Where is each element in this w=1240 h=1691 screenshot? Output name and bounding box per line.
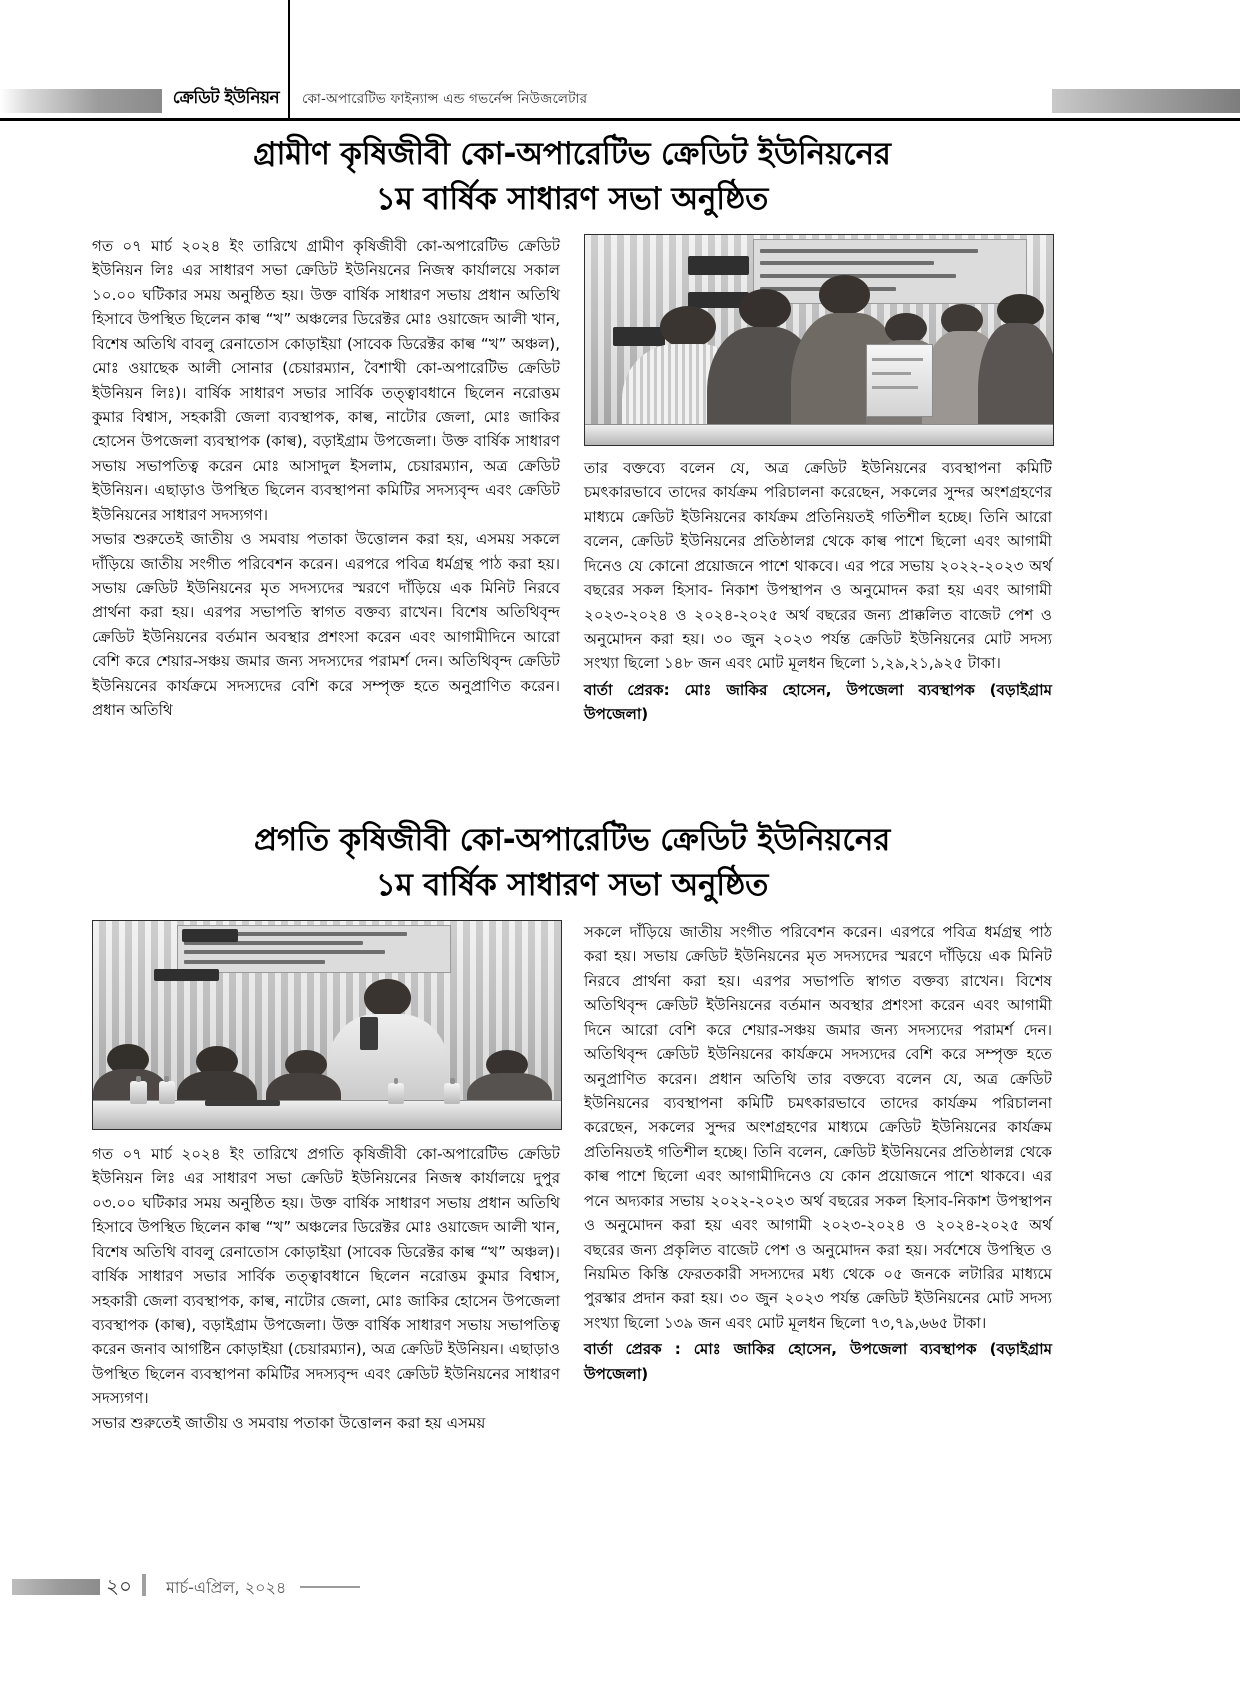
photo-bottle-2 bbox=[159, 1081, 175, 1104]
photo-certificate bbox=[866, 344, 934, 417]
photo-name-plate-2 bbox=[154, 969, 220, 981]
photo-person-head-1 bbox=[660, 306, 716, 348]
article-2-left-column bbox=[92, 920, 560, 1435]
photo-microphone bbox=[360, 1017, 379, 1050]
publication-logo: ক্রেডিট ইউনিয়ন bbox=[172, 88, 280, 108]
page-number: ২০ bbox=[106, 1574, 133, 1598]
article-1-para-2: সভার শুরুতেই জাতীয় ও সমবায় পতাকা উত্তোলন করা হয়, এসময় সকলে দাঁড়িয়ে জাতীয় সংগীত পরিবেশন করেন। এরপরে পবিত্র ধর্মগ্রন্থ পাঠ করা হয়। সভায় ক্রেডিট ইউনিয়নের মৃত সদস্যদের স্মরণে দাঁড়িয়ে এক মিনিট নিরবে প্রার্থনা করা হয়। এরপর সভাপতি স্বাগত বক্তব্য রাখেন। বিশেষ অতিথিবৃন্দ ক্রেডিট ইউনিয়নের বর্তমান অবস্থার প্রশংসা করেন এবং আগামীদিনে আরো বেশি করে শেয়ার-সঞ্চয় জমার জন্য সদস্যদের পরামর্শ দেন। অতিথিবৃন্দ ক্রেডিট ইউনিয়নের কার্যক্রমে সদস্যদের বেশি করে সম্পৃক্ত হতে অনুপ্রাণিত করেন। প্রধান অতিথি bbox=[92, 530, 560, 720]
article-2-headline bbox=[92, 818, 1052, 908]
article-2-para-1: গত ০৭ মার্চ ২০২৪ ইং তারিখে প্রগতি কৃষিজীবী কো-অপারেটিভ ক্রেডিট ইউনিয়ন লিঃ এর সাধারণ সভা ক্রেডিট ইউনিয়নের নিজস্ব কার্যালয়ে দুপুর ০৩.০০ ঘটিকার সময় অনুষ্ঠিত হয়। উক্ত বার্ষিক সাধারণ সভায় প্রধান অতিথি হিসাবে উপস্থিত ছিলেন কাল্ব “খ” অঞ্চলের ডিরেক্টর মোঃ ওয়াজেদ আলী খান, বিশেষ অতিথি বাবলু রেনাতোস কোড়াইয়া (সাবেক ডিরেক্টর কাল্ব “খ” অঞ্চল)। বার্ষিক সাধারণ সভার সার্বিক তত্ত্বাবধানে ছিলেন নরোত্তম কুমার বিশ্বাস, সহকারী জেলা ব্যবস্থাপক, কাল্ব, নাটোর জেলা, মোঃ জাকির হোসেন উপজেলা ব্যবস্থাপক (কাল্ব), বড়াইগ্রাম উপজেলা। উক্ত বার্ষিক সাধারণ সভায় সভাপতিত্ব করেন জনাব আগষ্টিন কোড়াইয়া (চেয়ারম্যান), অত্র ক্রেডিট ইউনিয়ন। এছাড়াও উপস্থিত ছিলেন ব্যবস্থাপনা কমিটির সদস্যবৃন্দ এবং ক্রেডিট ইউনিয়নের সাধারণ সদস্যগণ। bbox=[92, 1144, 560, 1408]
article-2-headline-line-1: প্রগতি কৃষিজীবী কো-অপারেটিভ ক্রেডিট ইউনিয়নের bbox=[253, 822, 891, 858]
article-2-byline: বার্তা প্রেরক : মোঃ জাকির হোসেন, উপজেলা ব্যবস্থাপক (বড়াইগ্রাম উপজেলা) bbox=[584, 1340, 1052, 1383]
article-progoti bbox=[92, 818, 1052, 1560]
photo-table-mic bbox=[205, 1100, 280, 1106]
article-1-para-1: গত ০৭ মার্চ ২০২৪ ইং তারিখে গ্রামীণ কৃষিজীবী কো-অপারেটিভ ক্রেডিট ইউনিয়ন লিঃ এর সাধারণ সভা ক্রেডিট ইউনিয়নের নিজস্ব কার্যালয়ে সকাল ১০.০০ ঘটিকার সময় অনুষ্ঠিত হয়। উক্ত বার্ষিক সাধারণ সভায় প্রধান অতিথি হিসাবে উপস্থিত ছিলেন কাল্ব “খ” অঞ্চলের ডিরেক্টর মোঃ ওয়াজেদ আলী খান, বিশেষ অতিথি বাবলু রেনাতোস কোড়াইয়া (সাবেক ডিরেক্টর কাল্ব “খ” অঞ্চল), মোঃ ওয়াছেক আলী সোনার (চেয়ারম্যান, বৈশাখী কো-অপারেটিভ ক্রেডিট ইউনিয়ন লিঃ)। বার্ষিক সাধারণ সভার সার্বিক তত্ত্বাবধানে ছিলেন নরোত্তম কুমার বিশ্বাস, সহকারী জেলা ব্যবস্থাপক, কাল্ব, নাটোর জেলা, মোঃ জাকির হোসেন উপজেলা ব্যবস্থাপক (কাল্ব), বড়াইগ্রাম উপজেলা। উক্ত বার্ষিক সাধারণ সভায় সভাপতিত্ব করেন মোঃ আসাদুল ইসলাম, চেয়ারম্যান, অত্র ক্রেডিট ইউনিয়ন। এছাড়াও উপস্থিত ছিলেন ব্যবস্থাপনা কমিটির সদস্যবৃন্দ এবং ক্রেডিট ইউনিয়নের সাধারণ সদস্যগণ। bbox=[92, 236, 560, 524]
article-1-headline-line-2: ১ম বার্ষিক সাধারণ সভা অনুষ্ঠিত bbox=[375, 180, 769, 217]
masthead-gradient-bar-right bbox=[1052, 89, 1240, 113]
masthead-horizontal-rule bbox=[0, 118, 1240, 121]
article-2-columns bbox=[92, 920, 1052, 1560]
photo-bottle-1 bbox=[130, 1081, 146, 1104]
article-1-headline-line-1: গ্রামীণ কৃষিজীবী কো-অপারেটিভ ক্রেডিট ইউনিয়নের bbox=[253, 136, 891, 172]
article-1-headline bbox=[92, 132, 1052, 222]
article-2-photo bbox=[92, 920, 562, 1130]
photo-speaker-head bbox=[364, 979, 411, 1016]
publication-tagline: কো-অপারেটিভ ফাইন্যান্স এন্ড গভর্নেন্স নিউজলেটার bbox=[302, 91, 588, 107]
photo-person-head-3 bbox=[819, 275, 870, 315]
article-1-photo bbox=[584, 234, 1054, 446]
photo-banner bbox=[753, 239, 1026, 304]
masthead-vertical-divider bbox=[288, 0, 290, 118]
photo-bottle-3 bbox=[388, 1083, 404, 1104]
photo-bottle-4 bbox=[444, 1083, 460, 1104]
article-2-para-2: সভার শুরুতেই জাতীয় ও সমবায় পতাকা উত্তোলন করা হয় এসময় bbox=[92, 1413, 486, 1432]
footer-gradient-bar bbox=[12, 1579, 100, 1595]
article-2-right-para-1: সকলে দাঁড়িয়ে জাতীয় সংগীত পরিবেশন করেন। এরপরে পবিত্র ধর্মগ্রন্থ পাঠ করা হয়। সভায় ক্রেডিট ইউনিয়নের মৃত সদস্যদের স্মরণে দাঁড়িয়ে এক মিনিট নিরবে প্রার্থনা করা হয়। এরপর সভাপতি স্বাগত বক্তব্য রাখেন। বিশেষ অতিথিবৃন্দ ক্রেডিট ইউনিয়নের বর্তমান অবস্থার প্রশংসা করেন এবং আগামী দিনে আরো বেশি করে শেয়ার-সঞ্চয় জমার জন্য সদস্যদের পরামর্শ দেন। অতিথিবৃন্দ ক্রেডিট ইউনিয়নের কার্যক্রমে সদস্যদের বেশি করে সম্পৃক্ত হতে অনুপ্রাণিত করেন। প্রধান অতিথি তার বক্তব্যে বলেন যে, অত্র ক্রেডিট ইউনিয়নের ব্যবস্থাপনা কমিটি চমৎকারভাবে তাদের কার্যক্রম পরিচালনা করেছেন, সকলের সুন্দর অংশগ্রহণের মাধ্যমে ক্রেডিট ইউনিয়নের কার্যক্রম প্রতিনিয়তই গতিশীল হচ্ছে। তিনি বলেন, ক্রেডিট ইউনিয়নের প্রতিষ্ঠালগ্ন থেকে কাল্ব পাশে ছিলো এবং আগামীদিনেও যে কোন প্রয়োজনে পাশে থাকবে। এর পনে অদ্যকার সভায় ২০২২-২০২৩ অর্থ বছরের সকল হিসাব-নিকাশ উপস্থাপন ও অনুমোদন করা হয় এবং আগামী ২০২৩-২০২৪ ও ২০২৪-২০২৫ অর্থ বছরের জন্য প্রকৃলিত বাজেট পেশ ও অনুমোদন করা হয়। সর্বশেষে উপস্থিত ও নিয়মিত কিস্তি ফেরতকারী সদস্যদের মধ্য থেকে ০৫ জনকে লটারির মাধ্যমে পুরস্কার প্রদান করা হয়। ৩০ জুন ২০২৩ পর্যন্ত ক্রেডিট ইউনিয়নের মোট সদস্য সংখ্যা ছিলো ১৩৯ জন এবং মোট মূলধন ছিলো ৭৩,৭৯,৬৬৫ টাকা। bbox=[584, 922, 1052, 1332]
footer-rule bbox=[300, 1586, 360, 1588]
article-1-right-para-1: তার বক্তব্যে বলেন যে, অত্র ক্রেডিট ইউনিয়নের ব্যবস্থাপনা কমিটি চমৎকারভাবে তাদের কার্যক্রম পরিচালনা করেছেন, সকলের সুন্দর অংশগ্রহণের মাধ্যমে ক্রেডিট ইউনিয়নের কার্যক্রম প্রতিনিয়তই গতিশীল হচ্ছে। তিনি আরো বলেন, ক্রেডিট ইউনিয়নের প্রতিষ্ঠালগ্ন থেকে কাল্ব পাশে ছিলো এবং আগামী দিনেও যে কোনো প্রয়োজনে পাশে থাকবে। এর পরে সভায় ২০২২-২০২৩ অর্থ বছরের সকল হিসাব- নিকাশ উপস্থাপন ও অনুমোদন করা হয় এবং আগামী ২০২৩-২০২৪ ও ২০২৪-২০২৫ অর্থ বছরের জন্য প্রাক্কলিত বাজেট পেশ ও অনুমোদন করা হয়। ৩০ জুন ২০২৩ পর্যন্ত ক্রেডিট ইউনিয়নের মোট সদস্য সংখ্যা ছিলো ১৪৮ জন এবং মোট মূলধন ছিলো ১,২৯,২১,৯২৫ টাকা। bbox=[584, 458, 1052, 673]
article-1-byline: বার্তা প্রেরক: মোঃ জাকির হোসেন, উপজেলা ব্যবস্থাপক (বড়াইগ্রাম উপজেলা) bbox=[584, 680, 1052, 724]
article-2-headline-line-2: ১ম বার্ষিক সাধারণ সভা অনুষ্ঠিত bbox=[375, 866, 769, 903]
article-1-right-column bbox=[584, 234, 1052, 727]
article-grameen bbox=[92, 132, 1052, 764]
photo-name-plate bbox=[182, 929, 238, 941]
article-1-columns bbox=[92, 234, 1052, 764]
article-2-right-column bbox=[584, 920, 1052, 1386]
masthead-gradient-bar-left bbox=[0, 89, 162, 113]
photo-table bbox=[93, 1100, 561, 1130]
article-1-left-column bbox=[92, 234, 560, 723]
photo-name-plate bbox=[688, 256, 749, 275]
photo-person-head-2 bbox=[739, 289, 790, 329]
issue-date: মার্চ-এপ্রিল, ২০২৪ bbox=[166, 1578, 287, 1597]
photo-name-plate-3 bbox=[613, 327, 664, 346]
footer-divider-tick bbox=[142, 1574, 146, 1596]
photo-table bbox=[585, 424, 1053, 446]
page-footer bbox=[0, 1572, 1240, 1612]
